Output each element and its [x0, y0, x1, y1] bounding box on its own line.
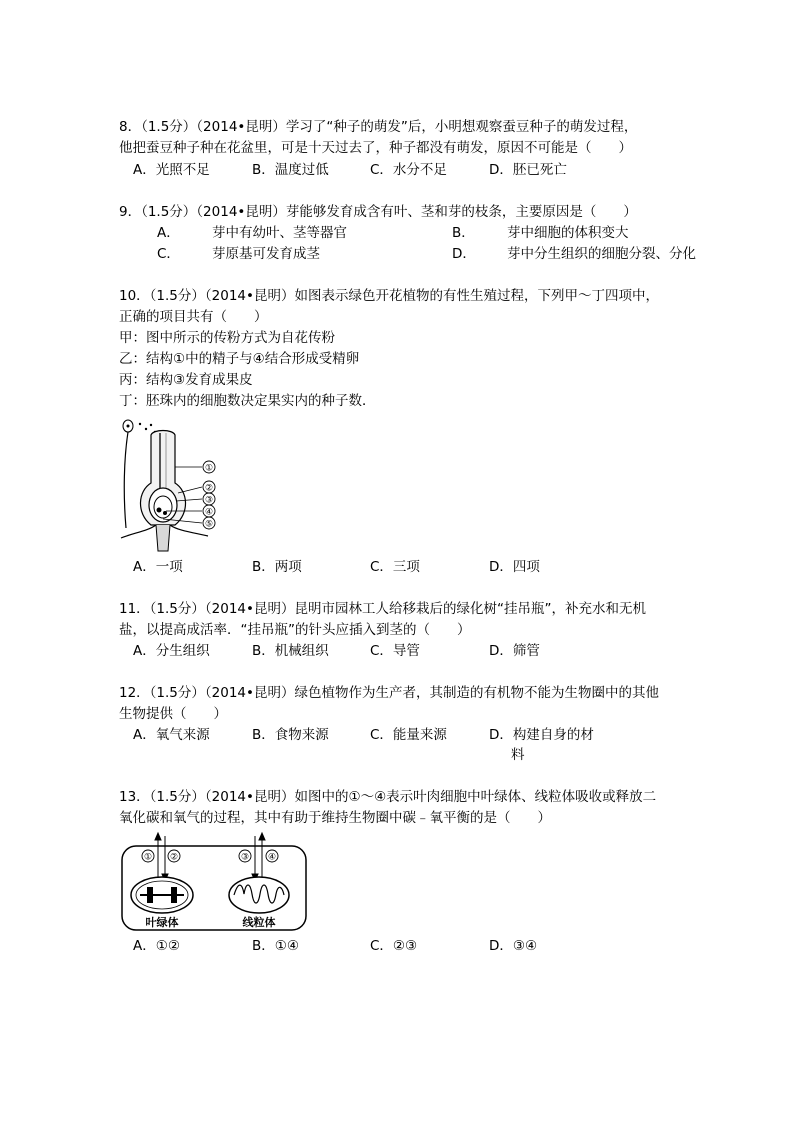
q9-option-d-text[interactable]: 芽中分生组织的细胞分裂、分化 [507, 246, 696, 262]
q11-option-b[interactable]: B．机械组织 [252, 643, 329, 659]
q12-option-d-wrap: 料 [511, 747, 525, 763]
q11-option-a[interactable]: A．分生组织 [133, 643, 210, 659]
q13-option-c[interactable]: C．②③ [370, 938, 418, 954]
q8-option-c[interactable]: C．水分不足 [370, 162, 447, 178]
q10-option-c[interactable]: C．三项 [370, 559, 420, 575]
pistil-label-5: ⑤ [204, 519, 214, 530]
q11-option-c[interactable]: C．导管 [370, 643, 420, 659]
cell-label-4: ④ [267, 852, 277, 863]
pollen-grains [123, 420, 156, 433]
q8-option-d[interactable]: D．胚已死亡 [489, 162, 567, 178]
q9-option-b-text[interactable]: 芽中细胞的体积变大 [507, 225, 629, 241]
q13-stem-line-2: 氧化碳和氧气的过程，其中有助于维持生物圈中碳﹣氧平衡的是（ ） [119, 810, 551, 826]
q13-option-d[interactable]: D．③④ [489, 938, 538, 954]
q12-stem-line-1: 12．（1.5分）（2014•昆明）绿色植物作为生产者，其制造的有机物不能为生物圈中的其他 [119, 685, 659, 701]
q10-option-b[interactable]: B．两项 [252, 559, 302, 575]
flower-pistil-diagram [118, 413, 228, 558]
q10-stem-line-1: 10．（1.5分）（2014•昆明）如图表示绿色开花植物的有性生殖过程，下列甲～丁四项中， [119, 288, 659, 304]
mitochondrion-caption: 线粒体 [242, 916, 276, 929]
q13-option-b[interactable]: B．①④ [252, 938, 299, 954]
q8-stem-line-2: 他把蚕豆种子种在花盆里，可是十天过去了，种子都没有萌发，原因不可能是（ ） [119, 140, 632, 156]
q9-option-d-letter[interactable]: D． [452, 246, 476, 262]
q10-option-d[interactable]: D．四项 [489, 559, 540, 575]
q10-statement-ding: 丁：胚珠内的细胞数决定果实内的种子数． [119, 393, 376, 409]
q9-stem: 9．（1.5分）（2014•昆明）芽能够发育成含有叶、茎和芽的枝条，主要原因是（ ） [119, 204, 637, 220]
leaf-cell-diagram [120, 832, 310, 934]
pistil-label-2: ② [204, 483, 214, 494]
chloroplast-caption: 叶绿体 [145, 916, 179, 929]
q9-option-c-text[interactable]: 芽原基可发育成茎 [212, 246, 320, 262]
pistil-label-1: ① [204, 463, 214, 474]
q13-stem-line-1: 13．（1.5分）（2014•昆明）如图中的①～④表示叶肉细胞中叶绿体、线粒体吸收或释放二 [119, 789, 657, 805]
mitochondrion [229, 877, 289, 913]
q9-option-b-letter[interactable]: B． [452, 225, 475, 241]
q9-option-a-text[interactable]: 芽中有幼叶、茎等器官 [212, 225, 347, 241]
q10-stem-line-2: 正确的项目共有（ ） [119, 309, 268, 325]
q12-stem-line-2: 生物提供（ ） [119, 706, 227, 722]
q12-option-b[interactable]: B．食物来源 [252, 727, 329, 743]
q11-stem-line-2: 盐，以提高成活率．“挂吊瓶”的针头应插入到茎的（ ） [119, 622, 471, 638]
cell-label-3: ③ [240, 852, 250, 863]
q13-option-a[interactable]: A．①② [133, 938, 180, 954]
pistil-label-3: ③ [204, 495, 214, 506]
q12-option-c[interactable]: C．能量来源 [370, 727, 447, 743]
cell-label-2: ② [169, 852, 179, 863]
q10-option-a[interactable]: A．一项 [133, 559, 183, 575]
pistil-label-4: ④ [204, 507, 214, 518]
q12-option-d[interactable]: D．构建自身的材 [489, 727, 594, 743]
q10-statement-yi: 乙：结构①中的精子与④结合形成受精卵 [119, 351, 360, 367]
q12-option-a[interactable]: A．氧气来源 [133, 727, 210, 743]
q9-option-c-letter[interactable]: C． [157, 246, 180, 262]
q8-option-a[interactable]: A．光照不足 [133, 162, 210, 178]
q11-stem-line-1: 11．（1.5分）（2014•昆明）昆明市园林工人给移栽后的绿化树“挂吊瓶”，补充水和无机 [119, 601, 646, 617]
q11-option-d[interactable]: D．筛管 [489, 643, 540, 659]
q8-option-b[interactable]: B．温度过低 [252, 162, 329, 178]
q9-option-a-letter[interactable]: A． [157, 225, 180, 241]
chloroplast [131, 877, 193, 913]
q8-stem-line-1: 8．（1.5分）（2014•昆明）学习了“种子的萌发”后，小明想观察蚕豆种子的萌发过程， [119, 119, 638, 135]
q10-statement-bing: 丙：结构③发育成果皮 [119, 372, 253, 388]
cell-label-1: ① [143, 852, 153, 863]
q10-statement-jia: 甲：图中所示的传粉方式为自花传粉 [119, 330, 335, 346]
